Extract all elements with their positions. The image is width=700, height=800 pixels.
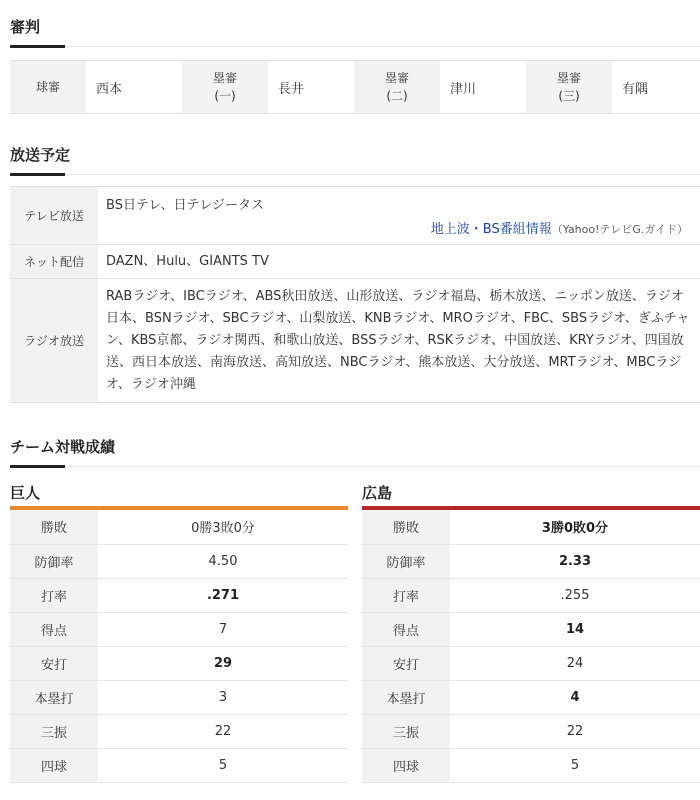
tv-broadcast-label: テレビ放送 xyxy=(10,187,98,245)
broadcast-divider xyxy=(10,174,700,175)
away-team-stats-table xyxy=(362,510,700,783)
first-base-umpire-name: 長井 xyxy=(268,61,354,114)
second-base-umpire-label: 塁審 (二) xyxy=(354,61,440,114)
tv-broadcast-row xyxy=(10,187,700,245)
stat-value: .271 xyxy=(98,578,348,612)
stat-label: 三振 xyxy=(10,714,98,748)
plate-umpire-label: 球審 xyxy=(10,61,86,114)
stat-row xyxy=(10,544,348,578)
radio-broadcast-value: RABラジオ、IBCラジオ、ABS秋田放送、山形放送、ラジオ福島、栃木放送、ニッポン放送、ラジオ日本、BSNラジオ、SBCラジオ、山梨放送、KNBラジオ、MROラジオ、FBC、SBSラジオ、ぎふチャン、KBS京都、ラジオ関西、和歌山放送、BSSラジオ、RSKラジオ、中国放送、KRYラジオ、四国放送、西日本放送、南海放送、高知放送、NBCラジオ、熊本放送、大分放送、MRTラジオ、MBCラジオ、ラジオ沖縄 xyxy=(98,279,700,403)
stat-row xyxy=(362,612,700,646)
net-stream-row xyxy=(10,245,700,279)
stat-value: 4 xyxy=(450,680,700,714)
home-team-stats-table xyxy=(10,510,348,783)
stat-value: 3勝0敗0分 xyxy=(450,510,700,544)
broadcast-title: 放送予定 xyxy=(10,146,71,164)
stat-row xyxy=(10,578,348,612)
stat-value: 2.33 xyxy=(450,544,700,578)
stat-value: 4.50 xyxy=(98,544,348,578)
stat-value: 29 xyxy=(98,646,348,680)
team-stats-divider xyxy=(10,466,700,467)
away-team-name: 広島 xyxy=(362,484,393,502)
stat-row xyxy=(10,612,348,646)
third-base-umpire-label: 塁審 (三) xyxy=(526,61,612,114)
stat-row xyxy=(362,680,700,714)
stat-label: 本塁打 xyxy=(10,680,98,714)
stat-row xyxy=(10,748,348,782)
stat-label: 安打 xyxy=(362,646,450,680)
stat-label: 安打 xyxy=(10,646,98,680)
stat-label: 勝敗 xyxy=(362,510,450,544)
stat-value: 5 xyxy=(98,748,348,782)
stat-label: 防御率 xyxy=(362,544,450,578)
stat-value: 22 xyxy=(450,714,700,748)
second-base-umpire-name: 津川 xyxy=(440,61,526,114)
broadcast-table xyxy=(10,186,700,403)
net-stream-label: ネット配信 xyxy=(10,245,98,279)
net-stream-value: DAZN、Hulu、GIANTS TV xyxy=(98,245,700,279)
stat-label: 四球 xyxy=(10,748,98,782)
stat-row xyxy=(10,714,348,748)
tv-program-info-note: （Yahoo!テレビG.ガイド） xyxy=(551,223,688,236)
stat-value: 24 xyxy=(450,646,700,680)
stat-row xyxy=(10,646,348,680)
tv-program-info-link[interactable]: 地上波・BS番組情報 xyxy=(430,222,552,237)
stat-value: 5 xyxy=(450,748,700,782)
stat-label: 三振 xyxy=(362,714,450,748)
stat-label: 防御率 xyxy=(10,544,98,578)
stat-row xyxy=(362,714,700,748)
stat-label: 得点 xyxy=(10,612,98,646)
stat-value: 7 xyxy=(98,612,348,646)
stat-value: 14 xyxy=(450,612,700,646)
stat-label: 打率 xyxy=(10,578,98,612)
stat-label: 本塁打 xyxy=(362,680,450,714)
first-base-umpire-label: 塁審 (一) xyxy=(182,61,268,114)
stat-row xyxy=(362,578,700,612)
stat-row xyxy=(10,510,348,544)
stat-value: 0勝3敗0分 xyxy=(98,510,348,544)
stat-row xyxy=(362,748,700,782)
stat-row xyxy=(362,646,700,680)
umpires-title: 審判 xyxy=(10,18,41,36)
stat-label: 打率 xyxy=(362,578,450,612)
stat-label: 勝敗 xyxy=(10,510,98,544)
radio-broadcast-label: ラジオ放送 xyxy=(10,279,98,403)
umpires-divider xyxy=(10,46,700,47)
radio-broadcast-row xyxy=(10,279,700,403)
stat-value: 22 xyxy=(98,714,348,748)
umpires-table xyxy=(10,60,700,114)
tv-broadcast-value: BS日テレ、日テレジータス xyxy=(106,198,265,213)
stat-row xyxy=(10,680,348,714)
stat-label: 四球 xyxy=(362,748,450,782)
stat-row xyxy=(362,544,700,578)
stat-row xyxy=(362,510,700,544)
stat-value: 3 xyxy=(98,680,348,714)
plate-umpire-name: 西本 xyxy=(86,61,182,114)
home-team-name: 巨人 xyxy=(10,484,41,502)
stat-value: .255 xyxy=(450,578,700,612)
third-base-umpire-name: 有隅 xyxy=(612,61,700,114)
stat-label: 得点 xyxy=(362,612,450,646)
team-stats-title: チーム対戦成績 xyxy=(10,438,116,456)
